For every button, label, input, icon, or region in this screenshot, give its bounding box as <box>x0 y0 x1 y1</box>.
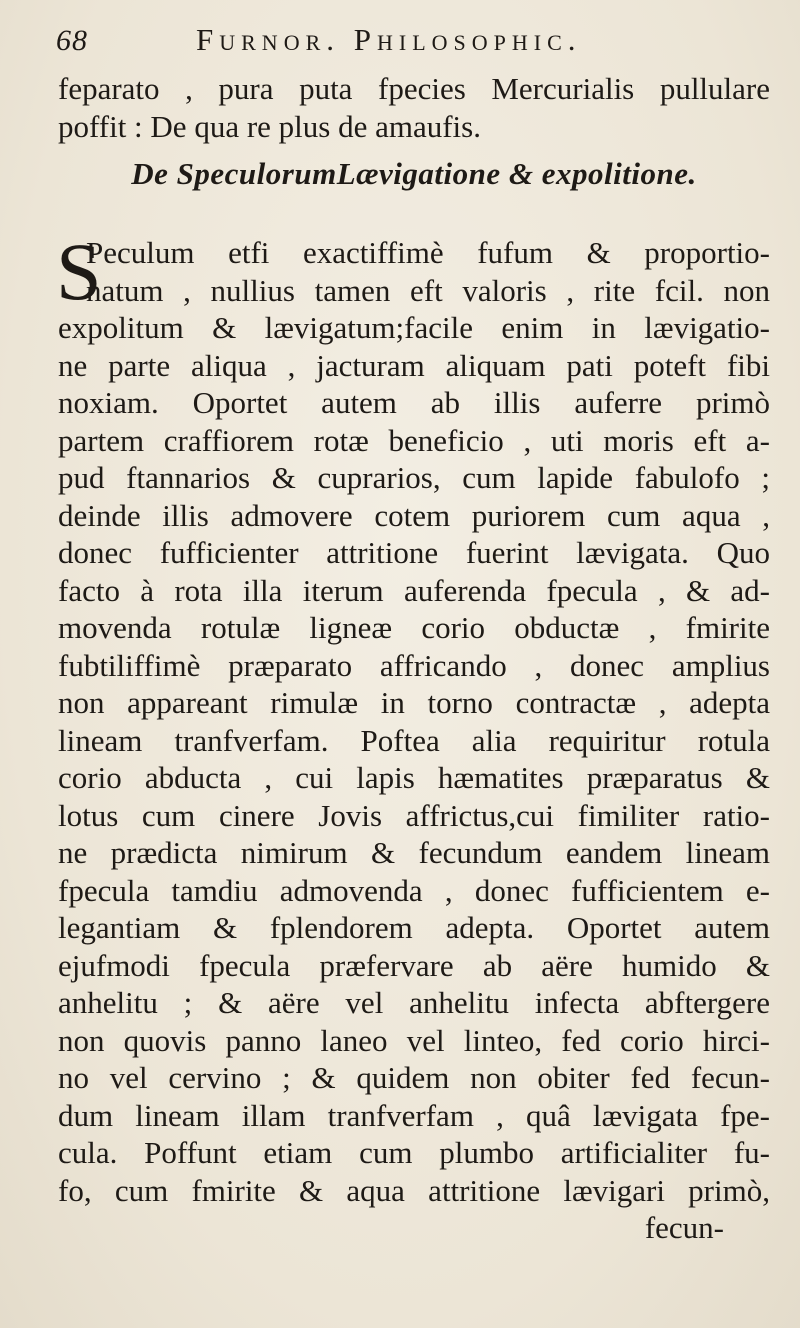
text-line: movenda rotulæ ligneæ corio obductæ , fmirite <box>58 610 770 645</box>
text-line: lotus cum cinere Jovis affrictus,cui fimiliter ratio- <box>58 797 770 833</box>
section-heading: De SpeculorumLævigatione & expolitione. <box>131 156 697 191</box>
text-line: fo, cum fmirite & aqua attritione lævigari primò, <box>58 1172 770 1208</box>
text-line: natum , nullius tamen eft valoris , rite fcil. non <box>86 272 770 308</box>
text-line: Peculum etfi exactiffimè fufum & proportio- <box>86 235 770 270</box>
page-number: 68 <box>56 24 88 57</box>
text-line: fubtiliffimè præparato affricando , donec amplius <box>58 647 770 683</box>
intro-text <box>58 70 770 145</box>
text-line: non quovis panno laneo vel linteo, fed corio hirci- <box>58 1022 770 1058</box>
text-line: expolitum & lævigatum;facile enim in lævigatio- <box>58 310 770 345</box>
text-line: pud ftannarios & cuprarios, cum lapide fabulofo ; <box>58 460 770 495</box>
running-head <box>56 20 756 64</box>
text-line: non appareant rimulæ in torno contractæ , adepta <box>58 685 770 720</box>
text-line: cula. Poffunt etiam cum plumbo artificialiter fu- <box>58 1135 770 1170</box>
text-line: facto à rota illa iterum auferenda fpecula , & ad- <box>58 572 770 608</box>
text-line: poffit : De qua re plus de amaufis. <box>58 108 481 144</box>
text-line: deinde illis admovere cotem puriorem cum aqua , <box>58 497 770 533</box>
text-line: donec fufficienter attritione fuerint lævigata. Quo <box>58 535 770 570</box>
text-line: ne prædicta nimirum & fecundum eandem lineam <box>58 835 770 870</box>
text-line: corio abducta , cui lapis hæmatites præparatus & <box>58 760 770 795</box>
catchword: fecun- <box>644 1210 724 1245</box>
text-line: ne parte aliqua , jacturam aliquam pati poteft fibi <box>58 347 770 383</box>
text-line: noxiam. Oportet autem ab illis auferre primò <box>58 385 770 420</box>
text-line: lineam tranfverfam. Poftea alia requiritur rotula <box>58 722 770 758</box>
text-line: anhelitu ; & aëre vel anhelitu infecta abftergere <box>58 985 770 1020</box>
text-line: dum lineam illam tranfverfam , quâ lævigata fpe- <box>58 1097 770 1133</box>
paragraph <box>56 226 770 1247</box>
drop-cap: S <box>56 226 102 317</box>
text-line: no vel cervino ; & quidem non obiter fed fecun- <box>58 1060 770 1095</box>
text-line: partem craffiorem rotæ beneficio , uti moris eft a- <box>58 422 770 458</box>
text-line: ejufmodi fpecula præfervare ab aëre humido & <box>58 947 770 983</box>
text-line: fpecula tamdiu admovenda , donec fufficientem e- <box>58 872 770 908</box>
text-line: legantiam & fplendorem adepta. Oportet autem <box>58 910 770 945</box>
running-title: Furnor. Philosophic. <box>196 22 582 57</box>
text-line: feparato , pura puta fpecies Mercurialis pullulare <box>58 71 770 106</box>
